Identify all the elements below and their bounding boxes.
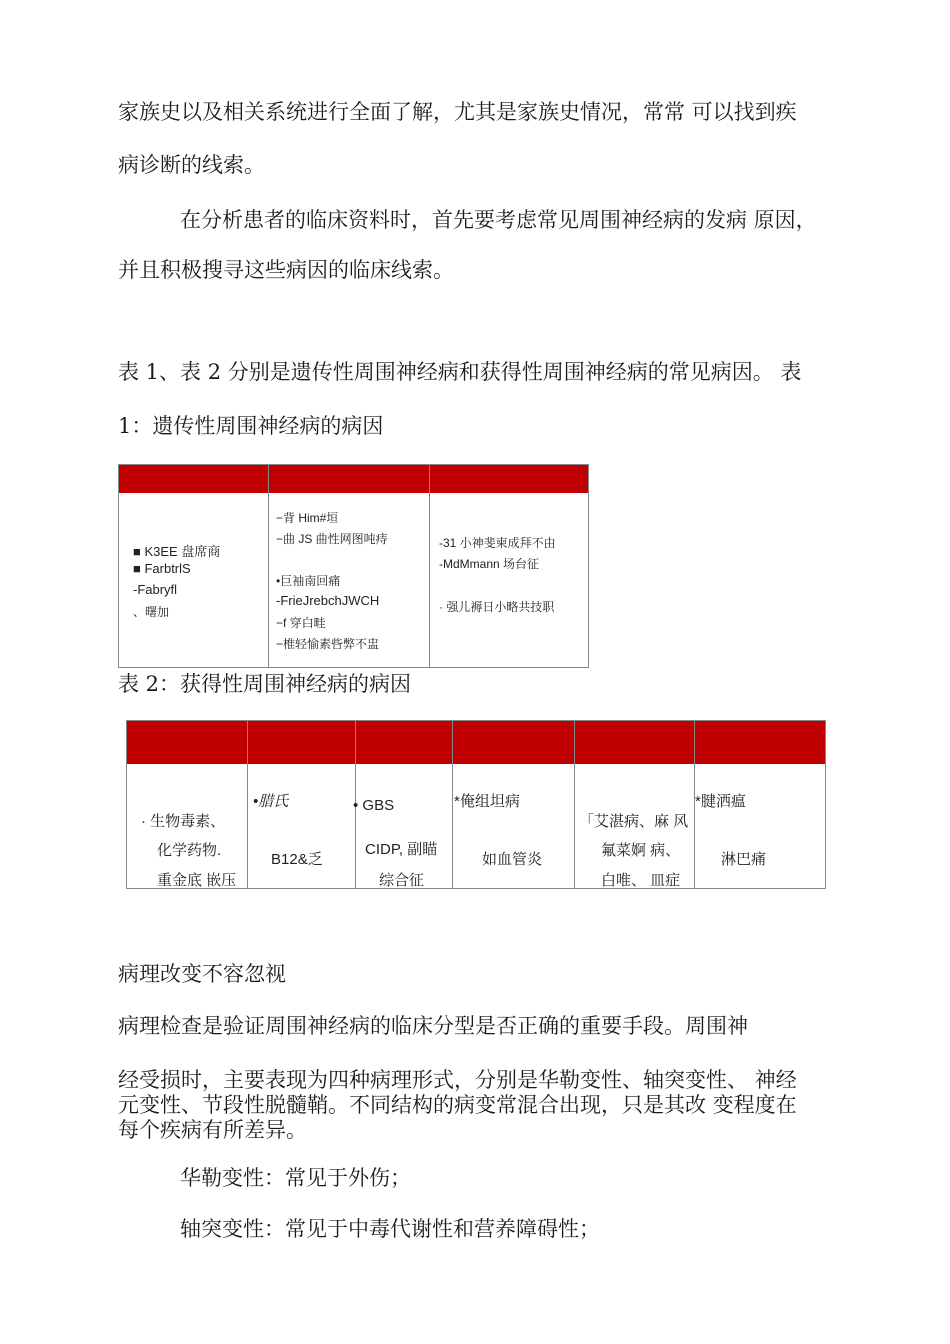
table1-cell: •巨袖南回痛 [276,574,341,588]
table2-cell: *俺组坦病 [454,793,520,810]
list-item: 轴突变性：常见于中毒代谢性和营养障碍性； [180,1217,600,1241]
table1-cell: −椎轻愉素呰弊不盅 [276,637,380,651]
table2-cell: 白唯、 皿症 [601,872,681,889]
table2-cell: B12&乏 [271,851,323,868]
paragraph-line: 表 1、表 2 分别是遗传性周围神经病和获得性周围神经病的常见病因。 表 [118,360,802,384]
paragraph-line: 并且积极搜寻这些病因的临床线索。 [118,258,454,282]
table1-divider [429,465,430,667]
table1-cell: -MdMmann 场台征 [439,557,540,571]
table1-cell: · 强儿褥日小略共技职 [439,600,555,614]
table1-cell: -Fabryfl [133,582,178,597]
table2-cell: CIDP, 副瞄 [365,841,438,858]
table2-cell: 化学药物. [157,842,222,859]
paragraph-line: 在分析患者的临床资料时，首先要考虑常见周围神经病的发病 原因， [180,208,817,232]
table2-caption: 表 2：获得性周围神经病的病因 [118,672,412,696]
paragraph-line: 经受损时，主要表现为四种病理形式，分别是华勒变性、轴突变性、 神经 [118,1068,797,1092]
section-heading: 病理改变不容忽视 [118,962,286,986]
table1-cell: -FrieJrebchJWCH [276,593,380,608]
table2-cell: · 生物毒素、 [141,813,226,830]
table2-header [127,721,825,764]
paragraph-line: 家族史以及相关系统进行全面了解，尤其是家族史情况，常常 可以找到疾 [118,100,797,124]
table2-cell: 重金底 嵌压 [157,872,237,889]
table2 [126,720,826,889]
table1-divider [268,465,269,667]
table1-cell: -31 小神斐柬成拜不由 [439,536,556,550]
table1 [118,464,589,668]
table1-cell: ■ K3EE 盘席商 [133,544,221,559]
table2-divider [247,721,248,888]
table2-cell: •腊氏 [253,793,289,810]
table2-cell: 综合征 [379,872,425,889]
table2-cell: *腱洒瘟 [695,793,746,810]
table1-cell: 、曙加 [133,605,170,619]
table2-cell: • GBS [353,797,395,814]
table2-divider [574,721,575,888]
table2-cell: 「艾湛病、麻 风 [579,813,689,830]
table1-cell: −f 穿白畦 [276,616,326,630]
table1-cell: ■ FarbtrlS [133,561,191,576]
paragraph-line: 每个疾病有所差异。 [118,1118,307,1142]
table1-header [119,465,588,493]
paragraph-line: 病诊断的线索。 [118,153,265,177]
table2-cell: 淋巴痛 [721,851,767,868]
table1-cell: −曲 JS 曲性网图吨痔 [276,532,388,546]
table1-caption: 1：遗传性周围神经病的病因 [118,414,384,438]
table1-cell: −背 Him#垣 [276,511,339,525]
table2-divider [452,721,453,888]
list-item: 华勒变性：常见于外伤； [180,1166,411,1190]
table2-cell: 氟菜婀 病、 [601,842,681,859]
paragraph-line: 元变性、节段性脱髓鞘。不同结构的病变常混合出现，只是其改 变程度在 [118,1093,797,1117]
paragraph-line: 病理检查是验证周围神经病的临床分型是否正确的重要手段。周围神 [118,1014,748,1038]
table2-cell: 如血管炎 [482,851,543,868]
